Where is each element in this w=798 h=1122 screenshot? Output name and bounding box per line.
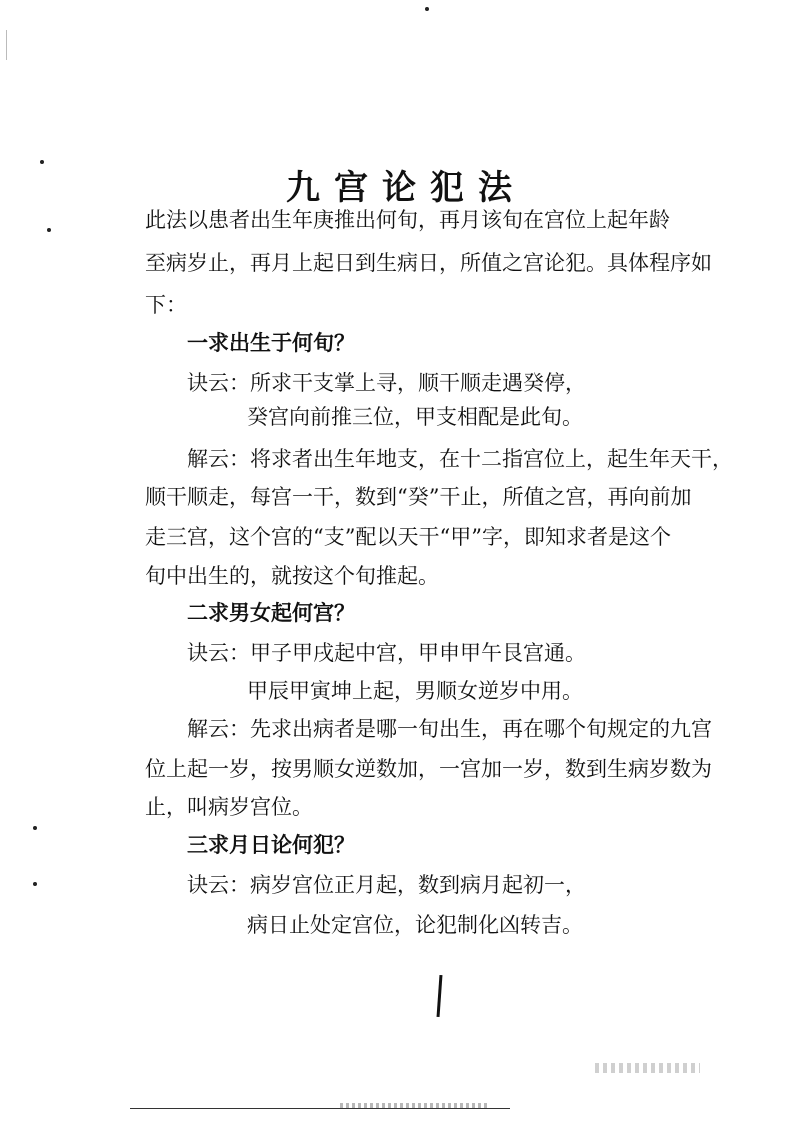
explanation-line: 走三宫，这个宫的“支”配以天干“甲”字，即知求者是这个 [145, 525, 671, 549]
verse-line: 诀云：甲子甲戌起中宫，甲申甲午艮宫通。 [187, 641, 586, 665]
verse-line: 癸宫向前推三位，甲支相配是此旬。 [247, 405, 583, 429]
scan-edge-mark [6, 30, 7, 60]
section-heading-1: 一求出生于何旬？ [187, 331, 355, 355]
explanation-line: 旬中出生的，就按这个旬推起。 [145, 564, 439, 588]
scan-speck [425, 7, 429, 11]
footer-rule [130, 1108, 510, 1109]
explanation-line: 位上起一岁，按男顺女逆数加，一宫加一岁，数到生病岁数为 [145, 757, 712, 781]
section-heading-2: 二求男女起何宫？ [187, 601, 355, 625]
explanation-line: 解云：先求出病者是哪一旬出生，再在哪个旬规定的九宫 [187, 717, 712, 741]
scan-speck [33, 882, 37, 886]
explanation-line: 顺干顺走，每宫一干，数到“癸”干止，所值之宫，再向前加 [145, 485, 692, 509]
page-number [436, 975, 442, 1017]
verse-line: 诀云：病岁宫位正月起，数到病月起初一， [187, 873, 586, 897]
verse-line: 甲辰甲寅坤上起，男顺女逆岁中用。 [247, 679, 583, 703]
verse-line: 病日止处定宫位，论犯制化凶转吉。 [247, 913, 583, 937]
scan-speck [33, 826, 37, 830]
intro-line: 至病岁止，再月上起日到生病日，所值之宫论犯。具体程序如 [145, 251, 712, 275]
page-title: 九宫论犯法 [286, 168, 526, 208]
scan-footer-smudge [595, 1063, 700, 1073]
explanation-line: 解云：将求者出生年地支，在十二指宫位上，起生年天干， [187, 447, 733, 471]
intro-line: 下： [145, 293, 187, 317]
section-heading-3: 三求月日论何犯？ [187, 833, 355, 857]
verse-line: 诀云：所求干支掌上寻，顺干顺走遇癸停， [187, 371, 586, 395]
explanation-line: 止，叫病岁宫位。 [145, 795, 313, 819]
scan-speck [47, 228, 51, 232]
intro-line: 此法以患者出生年庚推出何旬，再月该旬在宫位上起年龄 [145, 208, 670, 232]
